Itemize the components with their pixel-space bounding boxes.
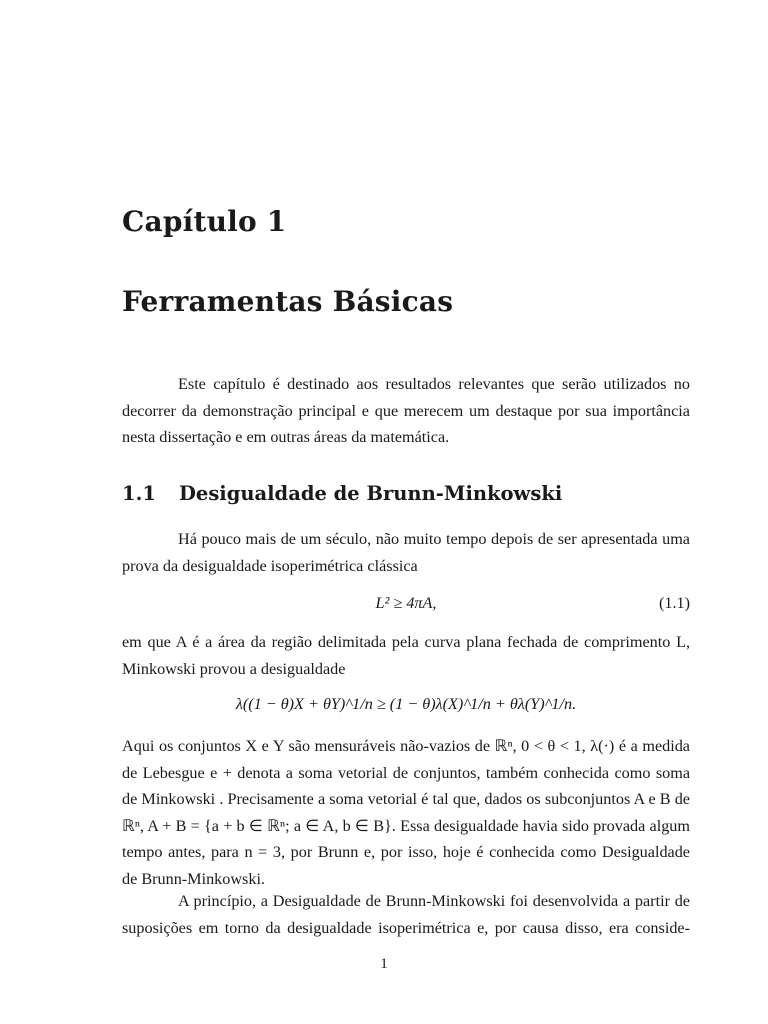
paragraph-line: suposições em torno da desigualdade isoperimétrica e, por causa disso, era conside- <box>122 918 690 937</box>
paragraph-line: Aqui os conjuntos X e Y são mensuráveis não-vazios de ℝⁿ, 0 < θ < 1, λ(·) é a medida <box>122 737 690 755</box>
section-title: Desigualdade de Brunn-Minkowski <box>179 482 563 505</box>
brunn-minkowski-inequality <box>122 695 690 714</box>
chapter-label: Capítulo 1 <box>122 205 287 238</box>
paragraph-line: em que A é a área da região delimitada pela curva plana fechada de comprimento L, <box>122 633 690 651</box>
intro-line: nesta dissertação e em outras áreas da matemática. <box>122 428 450 447</box>
paragraph-4 <box>122 888 690 941</box>
paragraph-line: Minkowski provou a desigualdade <box>122 659 346 678</box>
paragraph-line: de Lebesgue e + denota a soma vetorial de conjuntos, também conhecida como soma <box>122 763 690 782</box>
paragraph-line: ℝⁿ, A + B = {a + b ∈ ℝⁿ; a ∈ A, b ∈ B}. Essa desigualdade havia sido provada algum <box>122 816 690 835</box>
paragraph-line: de Brunn-Minkowski. <box>122 869 265 888</box>
paragraph-line: prova da desigualdade isoperimétrica clássica <box>122 556 418 575</box>
paragraph-1 <box>122 526 690 579</box>
section-heading <box>122 482 562 505</box>
paragraph-line: tempo antes, para n = 3, por Brunn e, por isso, hoje é conhecida como Desigualdade <box>122 843 690 862</box>
equation-number: (1.1) <box>658 594 690 612</box>
equation-1-1 <box>122 594 690 613</box>
equation-body: λ((1 − θ)X + θY)^1/n ≥ (1 − θ)λ(X)^1/n + θλ(Y)^1/n. <box>235 695 577 713</box>
section-number: 1.1 <box>122 482 156 505</box>
paragraph-line: A princípio, a Desigualdade de Brunn-Minkowski foi desenvolvida a partir de <box>178 892 690 910</box>
chapter-title: Ferramentas Básicas <box>122 285 454 318</box>
page-number: 1 <box>380 956 388 972</box>
intro-line: decorrer da demonstração principal e que merecem um destaque por sua importância <box>122 401 690 420</box>
equation-body: L² ≥ 4πA, <box>375 594 437 612</box>
intro-paragraph <box>122 371 690 451</box>
paragraph-2 <box>122 629 690 682</box>
paragraph-line: de Minkowski . Precisamente a soma vetorial é tal que, dados os subconjuntos A e B de <box>122 790 690 809</box>
intro-line: Este capítulo é destinado aos resultados relevantes que serão utilizados no <box>178 375 690 393</box>
paragraph-3 <box>122 733 690 893</box>
paragraph-line: Há pouco mais de um século, não muito tempo depois de ser apresentada uma <box>178 530 690 548</box>
